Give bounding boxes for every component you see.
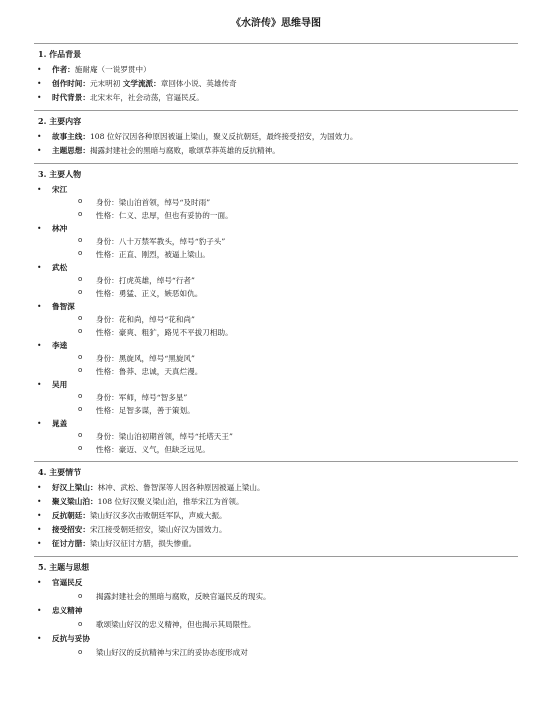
character-name: 鲁智深 [52,302,75,311]
theme-name: 官逼民反 [52,578,83,587]
list-item: • 征讨方腊：梁山好汉征讨方腊，损失惨重。 [34,537,518,551]
character-trait: o 性格：鲁莽、忠诚，天真烂漫。 [52,365,518,378]
character-trait: o 性格：仁义、忠厚，但也有妥协的一面。 [52,209,518,222]
section-heading: 3. 主要人物 [38,169,82,179]
list-item: • 故事主线：108 位好汉因各种原因被逼上梁山，聚义反抗朝廷，最终接受招安，为国效力。 [34,130,518,144]
character-item [34,378,518,417]
section-plot [34,461,518,551]
character-identity: o 身份：打虎英雄，绰号“行者” [52,274,518,287]
theme-name: 忠义精神 [52,606,83,615]
theme-item [34,632,518,660]
theme-item [34,576,518,604]
character-item [34,261,518,300]
theme-item [34,604,518,632]
character-trait: o 性格：正直、刚烈，被逼上梁山。 [52,248,518,261]
character-item [34,183,518,222]
list-item: • 反抗朝廷：梁山好汉多次击败朝廷军队，声威大振。 [34,509,518,523]
list-item: • 好汉上梁山：林冲、武松、鲁智深等人因各种原因被逼上梁山。 [34,481,518,495]
character-name: 晁盖 [52,419,68,428]
character-item [34,300,518,339]
section-heading: 2. 主要内容 [38,116,82,126]
theme-text: o 揭露封建社会的黑暗与腐败，反映官逼民反的现实。 [52,590,518,604]
character-name: 宋江 [52,185,68,194]
section-background [34,43,518,105]
character-trait: o 性格：豪爽、粗犷，路见不平拔刀相助。 [52,326,518,339]
character-identity: o 身份：黑旋风，绰号“黑旋风” [52,352,518,365]
list-item: • 聚义梁山泊：108 位好汉聚义梁山泊，推举宋江为首领。 [34,495,518,509]
character-identity: o 身份：军师，绰号“智多星” [52,391,518,404]
character-trait: o 性格：豪迈、义气，但缺乏远见。 [52,443,518,456]
list-item: • 主题思想：揭露封建社会的黑暗与腐败，歌颂草莽英雄的反抗精神。 [34,144,518,158]
character-name: 吴用 [52,380,68,389]
character-trait: o 性格：勇猛、正义，嫉恶如仇。 [52,287,518,300]
list-item: • 时代背景：北宋末年，社会动荡，官逼民反。 [34,91,518,105]
character-identity: o 身份：花和尚，绰号“花和尚” [52,313,518,326]
character-trait: o 性格：足智多谋，善于策划。 [52,404,518,417]
character-name: 李逵 [52,341,68,350]
section-characters [34,163,518,456]
theme-text: o 梁山好汉的反抗精神与宋江的妥协态度形成对 [52,646,518,660]
character-item [34,339,518,378]
theme-name: 反抗与妥协 [52,634,90,643]
document-title: 《水浒传》思维导图 [231,18,321,29]
mind-map-document [34,10,518,665]
list-item: • 作者：施耐庵（一说罗贯中） [34,63,518,77]
section-themes [34,556,518,660]
section-heading: 1. 作品背景 [38,49,82,59]
theme-text: o 歌颂梁山好汉的忠义精神，但也揭示其局限性。 [52,618,518,632]
section-heading: 4. 主要情节 [38,467,82,477]
section-heading: 5. 主题与思想 [38,562,90,572]
character-name: 武松 [52,263,68,272]
list-item: • 创作时间：元末明初 文学流派：章回体小说、英雄传奇 [34,77,518,91]
character-identity: o 身份：八十万禁军教头，绰号“豹子头” [52,235,518,248]
character-identity: o 身份：梁山泊首领，绰号“及时雨” [52,196,518,209]
list-item: • 接受招安：宋江接受朝廷招安，梁山好汉为国效力。 [34,523,518,537]
character-item [34,222,518,261]
character-name: 林冲 [52,224,68,233]
character-item [34,417,518,456]
character-identity: o 身份：梁山泊初期首领，绰号“托塔天王” [52,430,518,443]
section-content [34,110,518,158]
